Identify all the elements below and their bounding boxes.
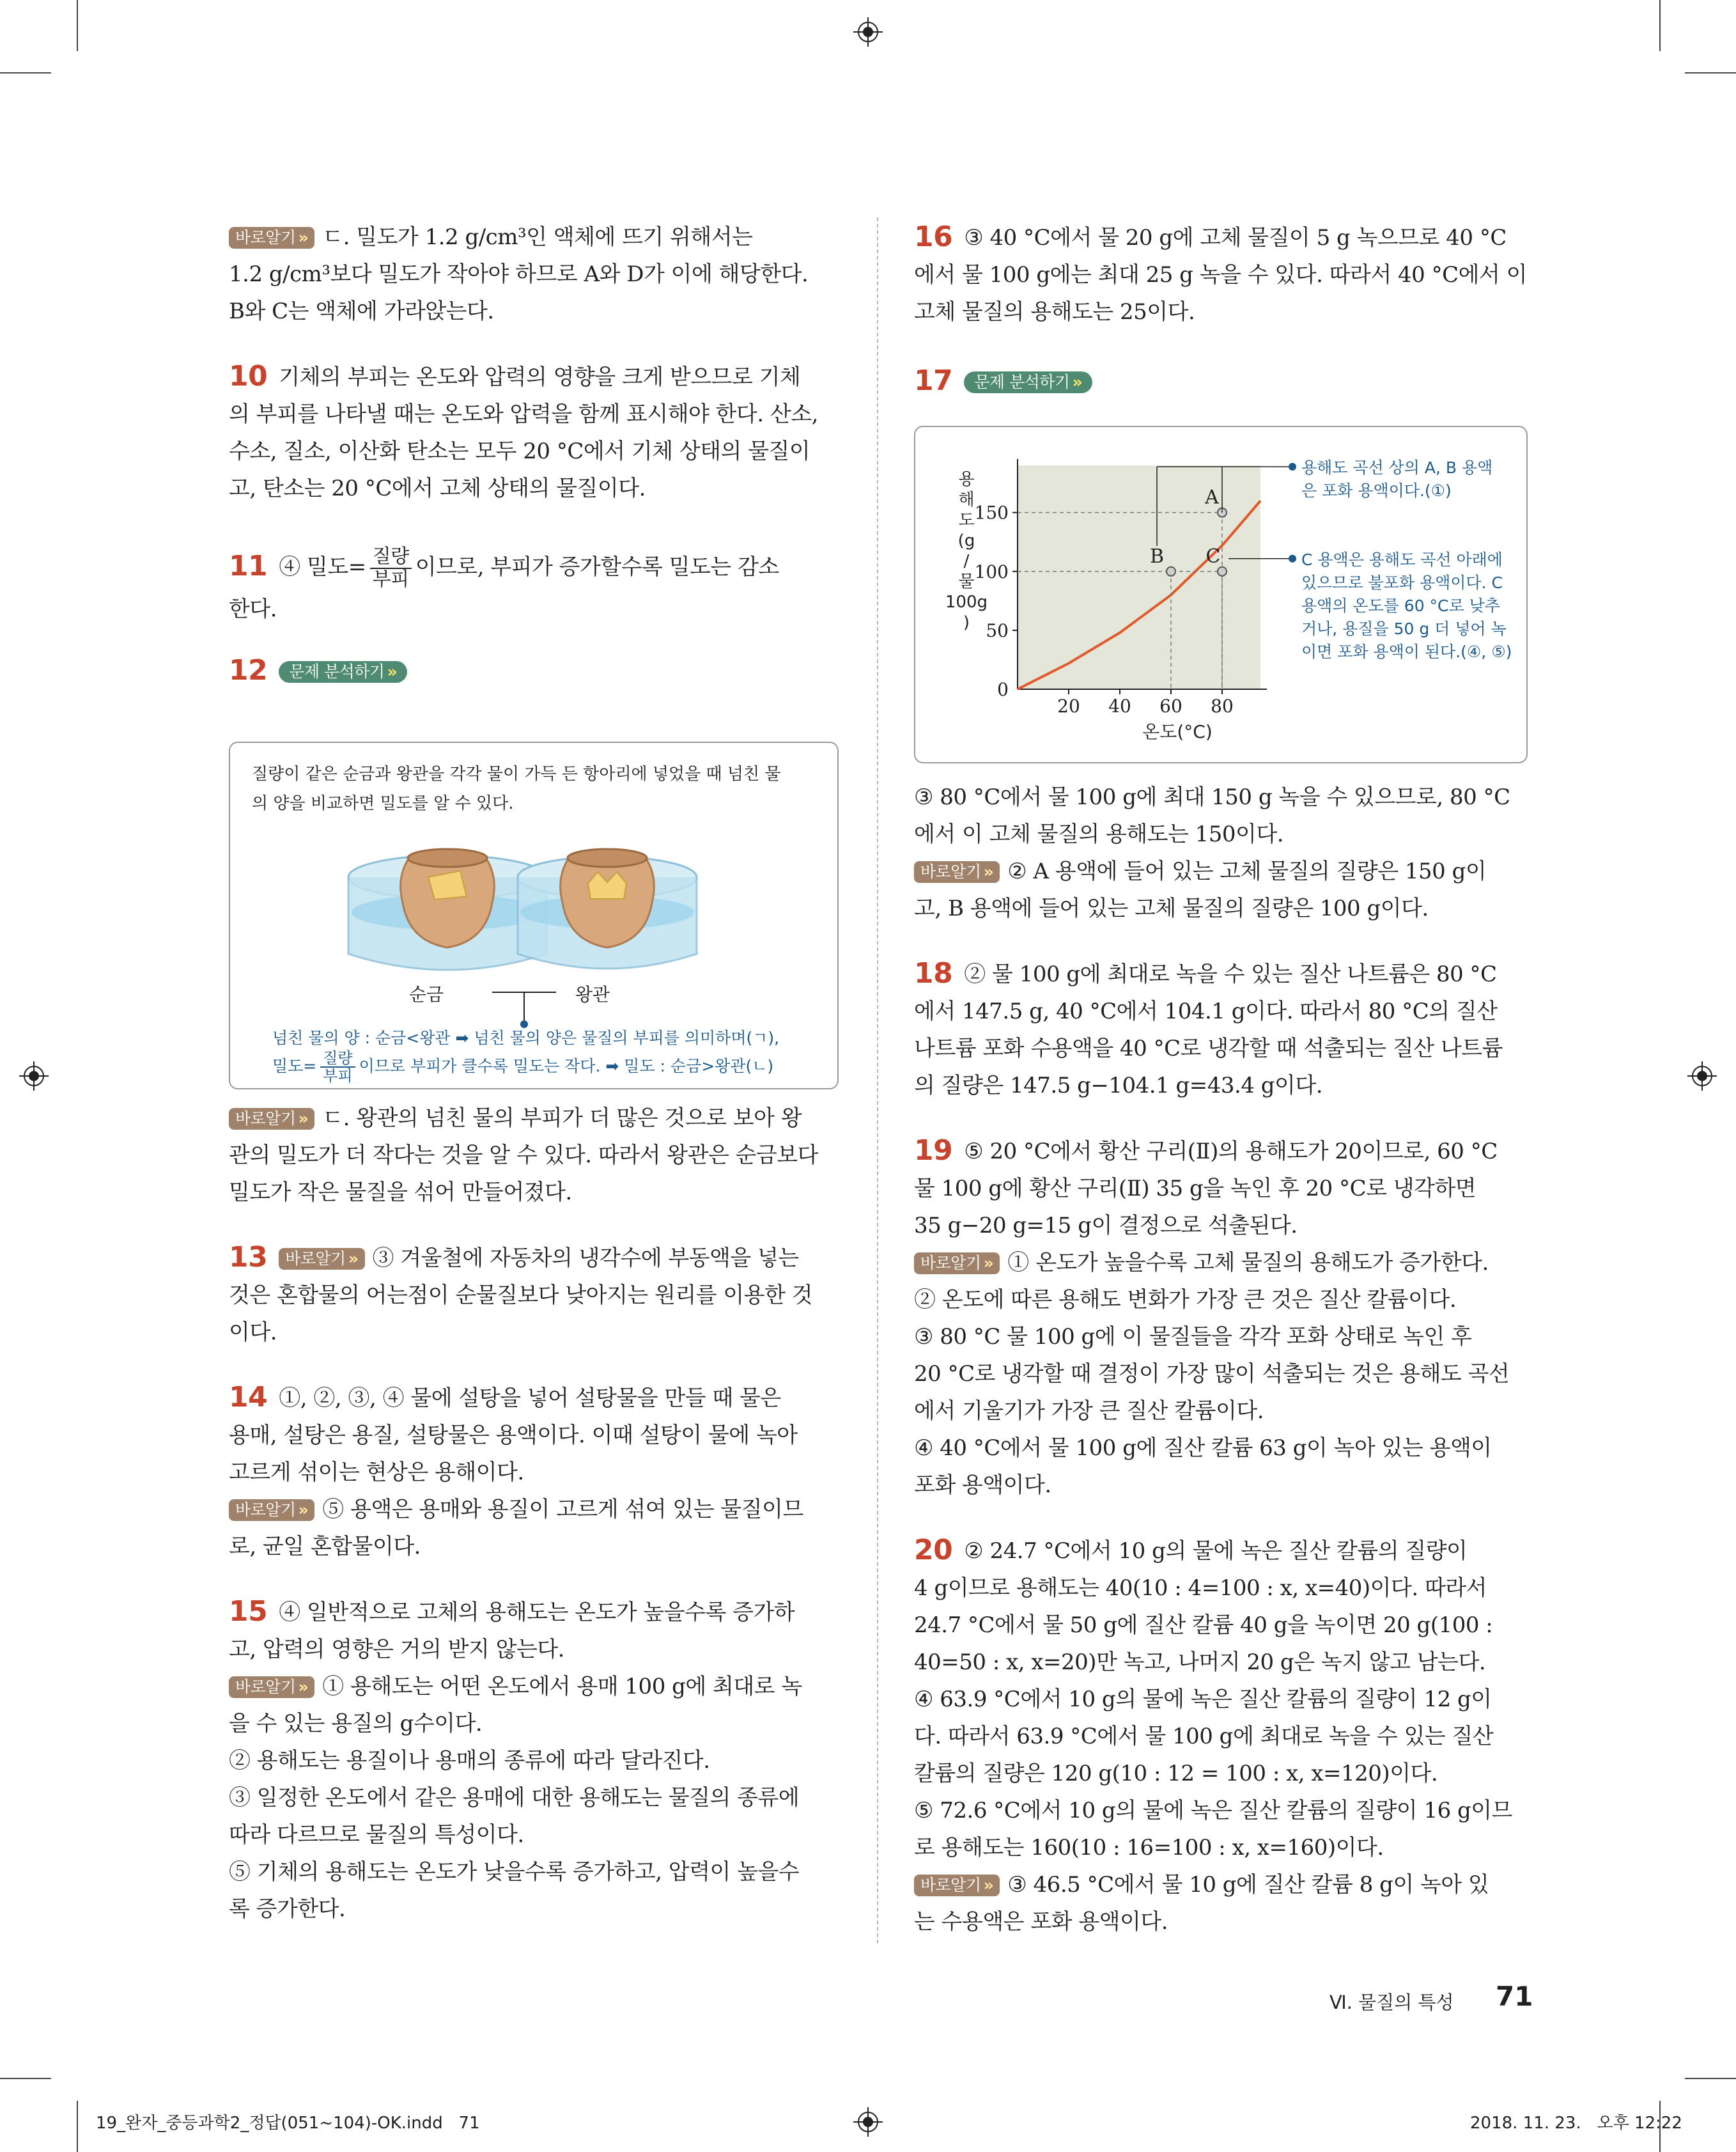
y-tick-label: 0 (997, 679, 1009, 700)
answer-line: 밀도가 작은 물질을 섞어 만들어졌다. (229, 1180, 572, 1205)
y-axis-label: ) (963, 613, 970, 632)
question-11: 11 ④ 밀도= $\frac{\text{질량}}{\text{부피}}$ 이므로, 부피가 증가할수록 밀도는 감소 (229, 545, 779, 591)
question-number: 10 (229, 360, 268, 393)
x-tick-label: 80 (1211, 696, 1234, 717)
crop-mark (0, 72, 51, 74)
y-axis-label: 100g (945, 593, 988, 612)
question-number: 17 (914, 364, 953, 397)
callout-text: C 용액은 용해도 곡선 아래에 (1301, 550, 1503, 569)
column-divider (877, 217, 878, 1944)
question-number: 16 (914, 221, 953, 253)
answer-line: 칼륨의 질량은 120 g(10 : 12 = 100 : x, x=120)이다. (914, 1761, 1438, 1786)
answer-line: ⑤ 기체의 용해도는 온도가 낮을수록 증가하고, 압력이 높을수 (229, 1859, 800, 1885)
solubility-chart (915, 427, 1526, 762)
callout-dot (1289, 555, 1296, 563)
baro-tag: 바로알기 » (229, 1676, 314, 1698)
baro-tag: 바로알기 » (229, 1499, 314, 1521)
callout-dot (1289, 463, 1296, 471)
point-label: B (1149, 545, 1165, 568)
question-16: 16 ③ 40 °C에서 물 20 g에 고체 물질이 5 g 녹으므로 40 °C (914, 221, 1507, 253)
label-gold: 순금 (409, 984, 444, 1005)
answer-line: 35 g−20 g=15 g이 결정으로 석출된다. (914, 1213, 1298, 1238)
crop-mark (1685, 2078, 1736, 2079)
baro-tag: 바로알기 » (229, 1108, 314, 1130)
q17-chart-box (914, 426, 1528, 763)
answer-line: 바로알기 » ㄷ. 밀도가 1.2 g/cm³인 액체에 뜨기 위해서는 (229, 219, 842, 256)
right-column-bottom (914, 779, 1528, 1940)
baro-tag: 바로알기 » (279, 1248, 364, 1270)
question-number: 18 (914, 957, 953, 990)
print-date: 2018. 11. 23. 오후 12:22 (1470, 2114, 1682, 2133)
answer-line: 나트륨 포화 수용액을 40 °C로 냉각할 때 석출되는 질산 나트륨 (914, 1036, 1503, 1061)
question-10: 10 기체의 부피는 온도와 압력의 영향을 크게 받으므로 기체 (229, 360, 801, 393)
box-text: 의 양을 비교하면 밀도를 알 수 있다. (252, 794, 514, 813)
answer-line: 고, 탄소는 20 °C에서 고체 상태의 물질이다. (229, 476, 646, 501)
answer-line: 것은 혼합물의 어는점이 순물질보다 낮아지는 원리를 이용한 것 (229, 1283, 813, 1308)
answer-line: 의 질량은 147.5 g−104.1 g=43.4 g이다. (914, 1073, 1323, 1098)
answer-line: 24.7 °C에서 물 50 g에 질산 칼륨 40 g을 녹이면 20 g(100 : (914, 1612, 1493, 1638)
answer-line: ③ 80 °C 물 100 g에 이 물질들을 각각 포화 상태로 녹인 후 (914, 1324, 1472, 1350)
answer-line: 1.2 g/cm³보다 밀도가 작아야 하므로 A와 D가 이에 해당한다. (229, 261, 809, 287)
question-17 (914, 363, 1528, 400)
box-note: 넘친 물의 양 : 순금<왕관 ➡ 넘친 물의 양은 물질의 부피를 의미하며(ㄱ), (272, 1029, 780, 1047)
answer-line: 바로알기 » ③ 46.5 °C에서 물 10 g에 질산 칼륨 8 g이 녹아 있 (914, 1866, 1528, 1903)
answer-line: 고, B 용액에 들어 있는 고체 물질의 질량은 100 g이다. (914, 896, 1429, 921)
data-point (1218, 567, 1227, 576)
right-column-top (914, 219, 1528, 400)
answer-line: 는 수용액은 포화 용액이다. (914, 1909, 1168, 1935)
density-fraction: $\frac{\text{질량}}{\text{부피}}$ (370, 546, 412, 591)
box-text: 질량이 같은 순금과 왕관을 각각 물이 가득 든 항아리에 넣었을 때 넘친 물 (252, 765, 781, 784)
answer-line: 고체 물질의 용해도는 25이다. (914, 299, 1195, 325)
analysis-tag: 문제 분석하기 » (964, 371, 1092, 393)
answer-line: 록 증가한다. (229, 1896, 346, 1922)
callout-text: 용액의 온도를 60 °C로 낮추 (1301, 596, 1500, 615)
x-tick-label: 60 (1159, 696, 1182, 717)
section-title: Ⅵ. 물질의 특성 (1329, 1992, 1454, 2013)
y-axis-label: 물 (958, 572, 975, 591)
q12-analysis-box (229, 742, 839, 1089)
answer-line: 을 수 있는 용질의 g수이다. (229, 1711, 483, 1736)
answer-line: 이다. (229, 1320, 277, 1345)
x-tick-label: 40 (1108, 696, 1131, 717)
data-point (1166, 567, 1175, 576)
answer-line: 바로알기 » ㄷ. 왕관의 넘친 물의 부피가 더 많은 것으로 보아 왕 (229, 1100, 842, 1137)
crop-mark (1659, 0, 1661, 51)
answer-line: 다. 따라서 63.9 °C에서 물 100 g에 최대로 녹을 수 있는 질산 (914, 1724, 1494, 1749)
baro-tag: 바로알기 » (914, 1252, 1000, 1274)
y-tick-label: 150 (974, 502, 1009, 524)
question-number: 13 (229, 1241, 268, 1274)
answer-line: 에서 물 100 g에는 최대 25 g 녹을 수 있다. 따라서 40 °C에서 이 (914, 262, 1527, 288)
y-axis-label: 용 (958, 470, 975, 489)
answer-line: 에서 이 고체 물질의 용해도는 150이다. (914, 822, 1284, 847)
point-label: C (1205, 545, 1221, 568)
answer-line: 20 °C로 냉각할 때 결정이 가장 많이 석출되는 것은 용해도 곡선 (914, 1361, 1510, 1387)
baro-tag: 바로알기 » (914, 1875, 1000, 1896)
y-tick-label: 100 (974, 561, 1009, 582)
question-13: 13 바로알기 » ③ 겨울철에 자동차의 냉각수에 부동액을 넣는 (229, 1241, 799, 1274)
callout-text: 있으므로 불포화 용액이다. C (1301, 573, 1503, 592)
box-note: 밀도= $\frac{\text{질량}}{\text{부피}}$ 이므로 부피가 클수록 밀도는 작다. ➡ 밀도 : 순금>왕관(ㄴ) (272, 1049, 774, 1085)
answer-line: ③ 80 °C에서 물 100 g에 최대 150 g 녹을 수 있으므로, 80 °C (914, 784, 1510, 810)
answer-line: ② 온도에 따른 용해도 변화가 가장 큰 것은 질산 칼륨이다. (914, 1287, 1457, 1313)
crop-mark (77, 2101, 78, 2152)
answer-line: ⑤ 72.6 °C에서 10 g의 물에 녹은 질산 칼륨의 질량이 16 g이므 (914, 1798, 1512, 1823)
answer-line: 로, 균일 혼합물이다. (229, 1534, 421, 1559)
answer-line: 에서 기울기가 가장 큰 질산 칼륨이다. (914, 1398, 1264, 1424)
registration-mark-icon (853, 2107, 883, 2137)
crown-jar-icon (518, 849, 697, 969)
callout-text: 은 포화 용액이다.(①) (1301, 481, 1452, 500)
answer-line: 바로알기 » ① 온도가 높을수록 고체 물질의 용해도가 증가한다. (914, 1244, 1528, 1281)
answer-line: 따라 다르므로 물질의 특성이다. (229, 1822, 524, 1848)
question-number: 14 (229, 1381, 268, 1414)
answer-line: ④ 40 °C에서 물 100 g에 질산 칼륨 63 g이 녹아 있는 용액이 (914, 1435, 1492, 1461)
label-crown: 왕관 (575, 984, 610, 1005)
answer-line: 바로알기 » ① 용해도는 어떤 온도에서 용매 100 g에 최대로 녹 (229, 1668, 842, 1705)
callout-text: 용해도 곡선 상의 A, B 용액 (1301, 458, 1493, 477)
answer-line: 포화 용액이다. (914, 1472, 1051, 1498)
y-tick-label: 50 (986, 620, 1009, 641)
answer-line: 물 100 g에 황산 구리(Ⅱ) 35 g을 녹인 후 20 °C로 냉각하면 (914, 1176, 1476, 1201)
point-label: A (1205, 486, 1219, 509)
answer-line: 관의 밀도가 더 작다는 것을 알 수 있다. 따라서 왕관은 순금보다 (229, 1142, 818, 1168)
question-14: 14 ①, ②, ③, ④ 물에 설탕을 넣어 설탕물을 만들 때 물은 (229, 1381, 781, 1414)
callout-text: 이면 포화 용액이 된다.(④, ⑤) (1301, 642, 1512, 661)
answer-line: 4 g이므로 용해도는 40(10 : 4=100 : x, x=40)이다. 따라서 (914, 1575, 1487, 1601)
answer-line: 의 부피를 나타낼 때는 온도와 압력을 함께 표시해야 한다. 산소, (229, 402, 818, 427)
answer-line: B와 C는 액체에 가라앉는다. (229, 299, 494, 324)
registration-mark-icon (1687, 1061, 1717, 1091)
answer-line: 로 용해도는 160(10 : 16=100 : x, x=160)이다. (914, 1835, 1384, 1860)
question-20: 20 ② 24.7 °C에서 10 g의 물에 녹은 질산 칼륨의 질량이 (914, 1534, 1468, 1566)
answer-line: 고, 압력의 영향은 거의 받지 않는다. (229, 1637, 564, 1662)
question-number: 15 (229, 1595, 268, 1628)
file-info: 19_완자_중등과학2_정답(051~104)-OK.indd 71 (96, 2114, 480, 2133)
left-column-bottom (229, 1100, 842, 1928)
registration-mark-icon (853, 17, 883, 47)
crop-mark (0, 2078, 51, 2079)
answer-line: 40=50 : x, x=20)만 녹고, 나머지 20 g은 녹지 않고 남는다. (914, 1649, 1486, 1675)
y-axis-label: / (963, 552, 970, 571)
question-18: 18 ② 물 100 g에 최대로 녹을 수 있는 질산 나트륨은 80 °C (914, 957, 1497, 990)
registration-mark-icon (19, 1061, 49, 1091)
question-19: 19 ⑤ 20 °C에서 황산 구리(Ⅱ)의 용해도가 20이므로, 60 °C (914, 1134, 1498, 1167)
answer-line: 한다. (229, 596, 277, 622)
crop-mark (77, 0, 78, 51)
answer-line: ② 용해도는 용질이나 용매의 종류에 따라 달라진다. (229, 1748, 710, 1774)
question-number: 19 (914, 1134, 953, 1167)
answer-line: ③ 일정한 온도에서 같은 용매에 대한 용해도는 물질의 종류에 (229, 1785, 800, 1811)
analysis-tag: 문제 분석하기 » (279, 661, 407, 683)
answer-line: 고르게 섞이는 현상은 용해이다. (229, 1460, 524, 1485)
question-12 (229, 652, 842, 690)
answer-line: 바로알기 » ② A 용액에 들어 있는 고체 물질의 질량은 150 g이 (914, 853, 1528, 890)
x-tick-label: 20 (1057, 696, 1080, 717)
crop-mark (1685, 72, 1736, 74)
question-15: 15 ④ 일반적으로 고체의 용해도는 온도가 높을수록 증가하 (229, 1595, 795, 1628)
answer-line: ④ 63.9 °C에서 10 g의 물에 녹은 질산 칼륨의 질량이 12 g이 (914, 1687, 1492, 1712)
question-number: 20 (914, 1534, 953, 1566)
answer-line: 에서 147.5 g, 40 °C에서 104.1 g이다. 따라서 80 °C의 질산 (914, 999, 1498, 1024)
y-axis-label: 도 (958, 511, 975, 530)
x-axis-label: 온도(°C) (1142, 721, 1213, 742)
plot-area (1018, 465, 1260, 689)
callout-text: 거나, 용질을 50 g 더 넣어 녹 (1301, 619, 1507, 638)
answer-line: 수소, 질소, 이산화 탄소는 모두 20 °C에서 기체 상태의 물질이 (229, 439, 810, 464)
question-number: 11 (229, 550, 268, 582)
question-number: 12 (229, 654, 268, 687)
y-axis-label: (g (957, 531, 975, 550)
y-axis-label: 해 (958, 490, 975, 510)
page-number: 71 (1496, 1981, 1533, 2012)
answer-line: 바로알기 » ⑤ 용액은 용매와 용질이 고르게 섞여 있는 물질이므 (229, 1491, 842, 1528)
left-column-top (229, 219, 842, 690)
baro-tag: 바로알기 » (229, 227, 314, 249)
baro-tag: 바로알기 » (914, 861, 1000, 883)
answer-line: 용매, 설탕은 용질, 설탕물은 용액이다. 이때 설탕이 물에 녹아 (229, 1423, 798, 1448)
